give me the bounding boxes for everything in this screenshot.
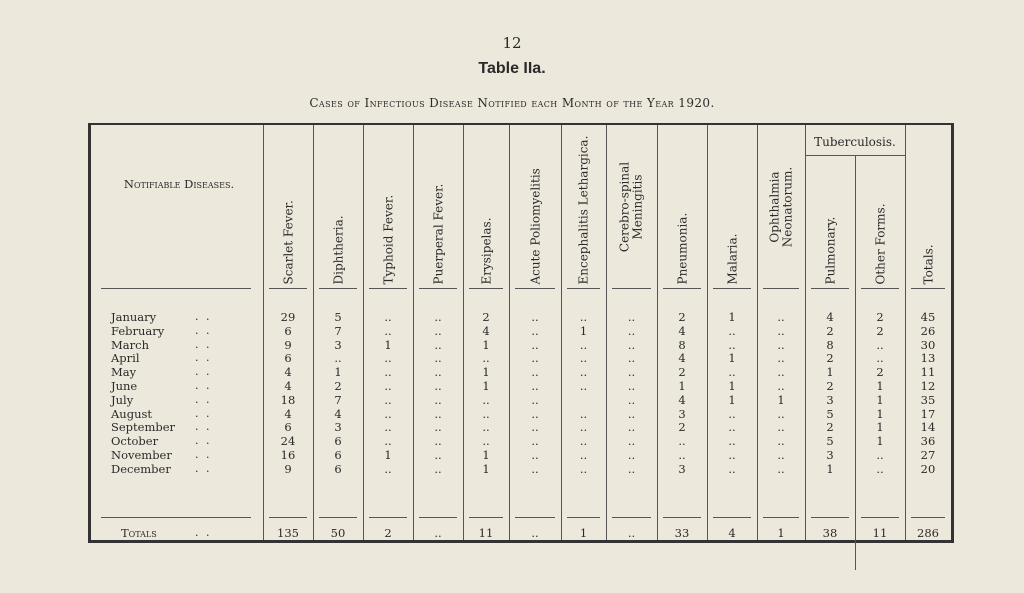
table-cell: 2 — [826, 420, 834, 435]
table-cell: .. — [728, 365, 736, 380]
table-cell: .. — [627, 365, 636, 380]
month-label: September — [111, 420, 176, 435]
table-cell: 18 — [280, 392, 296, 407]
table-cell: 24 — [280, 434, 296, 449]
table-cell: 1 — [482, 448, 490, 462]
table-cell: 2 — [876, 323, 884, 338]
table-cell: 8 — [826, 337, 834, 352]
table-cell: 4 — [678, 392, 686, 407]
table-row — [91, 407, 951, 420]
table-cell: .. — [531, 420, 539, 435]
table-cell: 5 — [826, 406, 834, 421]
column-header: Other Forms. — [872, 202, 887, 284]
table-cell: 1 — [384, 337, 392, 352]
table-cell: .. — [334, 351, 342, 366]
tuberculosis-group-header: Tuberculosis. — [814, 135, 896, 149]
table-cell: 2 — [826, 351, 834, 366]
table-cell: .. — [579, 337, 588, 352]
column-header: Malaria. — [724, 233, 739, 284]
table-cell: 4 — [482, 323, 490, 338]
table-cell: 12 — [920, 379, 936, 393]
table-cell: .. — [531, 323, 539, 338]
table-cell: 4 — [334, 406, 342, 421]
table-cell: .. — [627, 323, 636, 338]
header-underline — [469, 288, 503, 289]
table-cell: 29 — [280, 310, 296, 324]
header-underline — [713, 288, 751, 289]
leader-dots: . . — [195, 392, 212, 406]
table-cell: 13 — [920, 351, 936, 366]
column-header: Encephalitis Lethargica. — [576, 135, 590, 284]
table-cell: .. — [531, 310, 539, 324]
table-cell: .. — [434, 337, 442, 352]
tuberculosis-group-rule — [805, 155, 905, 156]
table-cell: .. — [627, 379, 636, 393]
leader-dots: . . — [195, 365, 212, 379]
totals-cell: .. — [434, 526, 442, 540]
totals-cell: 50 — [330, 526, 346, 540]
table-cell: 1 — [678, 379, 686, 393]
table-cell: .. — [579, 434, 588, 449]
totals-rule — [811, 517, 849, 518]
table-row — [91, 365, 951, 378]
table-cell: 1 — [579, 323, 588, 338]
table-cell: .. — [384, 323, 392, 338]
month-label: August — [111, 406, 153, 421]
totals-rule — [101, 517, 251, 518]
table-cell: .. — [482, 351, 490, 366]
table-cell: 35 — [920, 392, 936, 407]
table-cell: .. — [876, 337, 884, 352]
header-underline — [269, 288, 307, 289]
table-cell: .. — [434, 461, 442, 476]
table-cell: 1 — [482, 461, 490, 476]
totals-rule — [713, 517, 751, 518]
totals-rule — [911, 517, 945, 518]
table-cell: 1 — [334, 365, 342, 380]
table-cell: 4 — [284, 406, 292, 421]
table-cell: .. — [434, 323, 442, 338]
table-row — [91, 324, 951, 337]
table-cell: 4 — [284, 365, 292, 380]
table-cell: .. — [531, 406, 539, 421]
table-cell: .. — [777, 310, 785, 324]
month-label: June — [111, 379, 138, 393]
column-header: Totals. — [920, 243, 935, 284]
table-cell: 14 — [920, 420, 936, 435]
leader-dots: . . — [195, 337, 212, 351]
header-underline — [101, 288, 251, 289]
table-cell: 30 — [920, 337, 936, 352]
column-header: Scarlet Fever. — [280, 199, 295, 284]
header-underline — [515, 288, 555, 289]
table-cell: .. — [627, 406, 636, 421]
column-header: Cerebro-spinal Meningitis — [617, 161, 645, 252]
table-cell: 2 — [826, 323, 834, 338]
totals-rule — [419, 517, 457, 518]
totals-cell: 1 — [777, 526, 785, 540]
table-cell: 4 — [678, 351, 686, 366]
month-label: March — [111, 337, 149, 352]
totals-rule — [663, 517, 701, 518]
totals-cell: 11 — [478, 526, 494, 540]
table-cell: 1 — [482, 379, 490, 393]
table-cell: 1 — [728, 310, 736, 324]
totals-cell: 135 — [277, 526, 299, 540]
leader-dots: . . — [195, 420, 212, 434]
table-cell: .. — [678, 434, 686, 449]
column-header: Pulmonary. — [822, 216, 837, 284]
table-cell: .. — [384, 351, 392, 366]
header-underline — [861, 288, 899, 289]
table-cell: 2 — [826, 379, 834, 393]
table-cell: 2 — [876, 365, 884, 380]
table-cell: .. — [627, 434, 636, 449]
table-cell: 3 — [334, 420, 342, 435]
table-cell: .. — [579, 365, 588, 380]
table-cell: 1 — [384, 448, 392, 462]
table-cell: .. — [678, 448, 686, 462]
totals-rule — [319, 517, 357, 518]
table-cell: .. — [434, 379, 442, 393]
table-cell: .. — [434, 392, 442, 407]
table-cell: .. — [627, 337, 636, 352]
table-row — [91, 310, 951, 323]
table-cell: .. — [728, 461, 736, 476]
leader-dots: . . — [195, 434, 212, 448]
leader-dots: . . — [195, 379, 212, 392]
table-cell: 20 — [920, 461, 936, 476]
row-label-header: Notifiable Diseases. — [123, 177, 235, 191]
table-cell: .. — [579, 351, 588, 366]
table-row — [91, 462, 951, 475]
table-cell: 1 — [728, 379, 736, 393]
table-cell: .. — [434, 351, 442, 366]
table-cell: 45 — [920, 310, 936, 324]
month-label: December — [111, 461, 171, 476]
table-cell: .. — [777, 448, 785, 462]
column-header: Pneumonia. — [674, 212, 689, 284]
table-cell: 9 — [284, 461, 292, 476]
table-cell: .. — [579, 448, 588, 462]
totals-cell: 33 — [674, 526, 690, 540]
table-cell: .. — [482, 406, 490, 421]
table-cell: .. — [531, 351, 539, 366]
table-cell: .. — [579, 406, 588, 421]
table-cell: 4 — [678, 323, 686, 338]
table-cell: .. — [384, 406, 392, 421]
table-cell: .. — [384, 392, 392, 407]
table-cell: .. — [531, 448, 539, 462]
leader-dots: . . — [195, 406, 212, 420]
totals-rule — [469, 517, 503, 518]
month-label: May — [111, 365, 137, 380]
table-caption: Cases of Infectious Disease Notified each Month of the Year 1920. — [309, 96, 715, 110]
month-label: July — [111, 392, 134, 407]
table-cell: 1 — [876, 392, 884, 407]
header-underline — [763, 288, 799, 289]
column-header: Acute Poliomyelitis — [527, 167, 542, 284]
leader-dots: . . — [195, 351, 212, 365]
table-cell: 3 — [678, 406, 686, 421]
table-cell: 6 — [284, 323, 292, 338]
table-cell: 1 — [876, 434, 884, 449]
table-row — [91, 338, 951, 351]
table-cell: 1 — [876, 420, 884, 435]
table-cell: .. — [728, 420, 736, 435]
table-cell: 9 — [284, 337, 292, 352]
table-cell: .. — [384, 365, 392, 380]
column-header: Puerperal Fever. — [430, 183, 445, 284]
table-cell: 17 — [920, 406, 936, 421]
table-row — [91, 420, 951, 433]
table-cell: .. — [728, 406, 736, 421]
table-cell: .. — [482, 392, 490, 407]
table-cell: .. — [728, 323, 736, 338]
table-cell: .. — [627, 420, 636, 435]
table-cell: 1 — [728, 351, 736, 366]
header-underline — [369, 288, 407, 289]
month-label: February — [111, 323, 165, 338]
totals-cell: 38 — [822, 526, 838, 540]
table-cell: 1 — [482, 365, 490, 380]
table-cell: 3 — [678, 461, 686, 476]
totals-cell: .. — [531, 526, 539, 540]
table-cell: .. — [384, 310, 392, 324]
table-cell: .. — [627, 448, 636, 462]
table-cell: .. — [384, 461, 392, 476]
table-cell: 4 — [284, 379, 292, 393]
table-cell: 7 — [334, 392, 342, 407]
table-cell: .. — [627, 351, 636, 366]
leader-dots: . . — [195, 310, 212, 323]
leader-dots: . . — [195, 526, 212, 539]
table-cell: .. — [777, 323, 785, 338]
totals-row — [91, 526, 951, 540]
table-cell: 6 — [334, 461, 342, 476]
table-cell: .. — [531, 434, 539, 449]
table-cell: .. — [531, 461, 539, 476]
table-cell: 2 — [678, 310, 686, 324]
table-cell: .. — [876, 351, 884, 366]
table-cell: .. — [579, 379, 588, 393]
table-cell: 2 — [334, 379, 342, 393]
table-cell: .. — [531, 365, 539, 380]
totals-cell: .. — [627, 526, 636, 540]
table-cell: .. — [434, 310, 442, 324]
table-cell: .. — [434, 365, 442, 380]
totals-rule — [612, 517, 651, 518]
table-cell: .. — [482, 420, 490, 435]
table-cell: 2 — [876, 310, 884, 324]
table-cell: 2 — [482, 310, 490, 324]
table-cell: 2 — [678, 365, 686, 380]
table-cell: .. — [627, 461, 636, 476]
table-cell: 26 — [920, 323, 936, 338]
totals-cell: 4 — [728, 526, 736, 540]
table-cell: .. — [777, 379, 785, 393]
table-cell: 1 — [777, 392, 785, 407]
totals-cell: 1 — [579, 526, 588, 540]
totals-cell: 286 — [917, 526, 939, 540]
table-cell: 1 — [728, 392, 736, 407]
header-underline — [567, 288, 600, 289]
month-label: October — [111, 434, 159, 449]
table-cell: .. — [531, 337, 539, 352]
table-row — [91, 393, 951, 406]
table-cell: .. — [531, 379, 539, 393]
table-cell: .. — [627, 392, 636, 407]
month-label: November — [111, 448, 172, 462]
header-underline — [811, 288, 849, 289]
totals-rule — [567, 517, 600, 518]
header-underline — [319, 288, 357, 289]
totals-cell: 2 — [384, 526, 392, 540]
table-cell: 3 — [826, 392, 834, 407]
table-row — [91, 434, 951, 447]
page-number: 12 — [502, 34, 522, 52]
table-cell: 6 — [334, 434, 342, 449]
table-cell: .. — [777, 365, 785, 380]
table-cell: 1 — [826, 365, 834, 380]
header-underline — [612, 288, 651, 289]
table-cell: 1 — [876, 379, 884, 393]
table-cell: 5 — [334, 310, 342, 324]
table-cell: 3 — [826, 448, 834, 462]
table-cell: 7 — [334, 323, 342, 338]
column-header: Diphtheria. — [330, 214, 345, 284]
table-cell: .. — [434, 434, 442, 449]
column-header: Typhoid Fever. — [380, 194, 395, 284]
leader-dots: . . — [195, 448, 212, 461]
table-cell: 3 — [334, 337, 342, 352]
table-cell: .. — [876, 448, 884, 462]
month-label: April — [111, 351, 140, 366]
table-cell: 16 — [280, 448, 296, 462]
leader-dots: . . — [195, 461, 212, 475]
table-cell: .. — [579, 310, 588, 324]
table-cell: .. — [384, 379, 392, 393]
table-cell: .. — [579, 461, 588, 476]
table-cell: .. — [777, 337, 785, 352]
table-cell: 27 — [920, 448, 936, 462]
table-row — [91, 448, 951, 461]
table-cell: 6 — [284, 351, 292, 366]
header-underline — [911, 288, 945, 289]
column-header: Ophthalmia Neonatorum. — [767, 166, 794, 247]
totals-rule — [861, 517, 899, 518]
totals-cell: 11 — [872, 526, 888, 540]
table-cell: .. — [728, 448, 736, 462]
table-cell: 11 — [920, 365, 936, 380]
header-underline — [663, 288, 701, 289]
totals-rule — [269, 517, 307, 518]
table-cell: .. — [777, 406, 785, 421]
table-title: Table IIa. — [478, 60, 546, 77]
totals-rule — [369, 517, 407, 518]
table-cell: .. — [384, 434, 392, 449]
table-cell: .. — [531, 392, 539, 407]
table-cell: 6 — [284, 420, 292, 435]
table-cell: .. — [482, 434, 490, 449]
table-cell: 36 — [920, 434, 936, 449]
table-cell: .. — [728, 434, 736, 449]
column-header: Erysipelas. — [478, 216, 493, 284]
table-cell: .. — [728, 337, 736, 352]
table-cell: .. — [876, 461, 884, 476]
table-cell: 1 — [482, 337, 490, 352]
table-cell: .. — [777, 351, 785, 366]
table-cell: 4 — [826, 310, 834, 324]
header-underline — [419, 288, 457, 289]
totals-rule — [763, 517, 799, 518]
disease-table — [88, 123, 954, 543]
table-cell: 1 — [876, 406, 884, 421]
table-cell: .. — [777, 420, 785, 435]
table-cell: 5 — [826, 434, 834, 449]
table-row — [91, 351, 951, 364]
month-label: January — [111, 310, 157, 324]
totals-rule — [515, 517, 555, 518]
table-cell: 8 — [678, 337, 686, 352]
table-cell: .. — [434, 406, 442, 421]
table-cell: .. — [434, 420, 442, 435]
table-cell: 6 — [334, 448, 342, 462]
table-row — [91, 379, 951, 392]
table-cell: .. — [777, 434, 785, 449]
table-cell: .. — [384, 420, 392, 435]
table-cell: .. — [579, 420, 588, 435]
table-cell: 1 — [826, 461, 834, 476]
table-cell: .. — [434, 448, 442, 462]
table-cell: .. — [627, 310, 636, 324]
table-cell: 2 — [678, 420, 686, 435]
table-cell: .. — [777, 461, 785, 476]
leader-dots: . . — [195, 323, 212, 337]
totals-label: Totals — [121, 526, 157, 540]
